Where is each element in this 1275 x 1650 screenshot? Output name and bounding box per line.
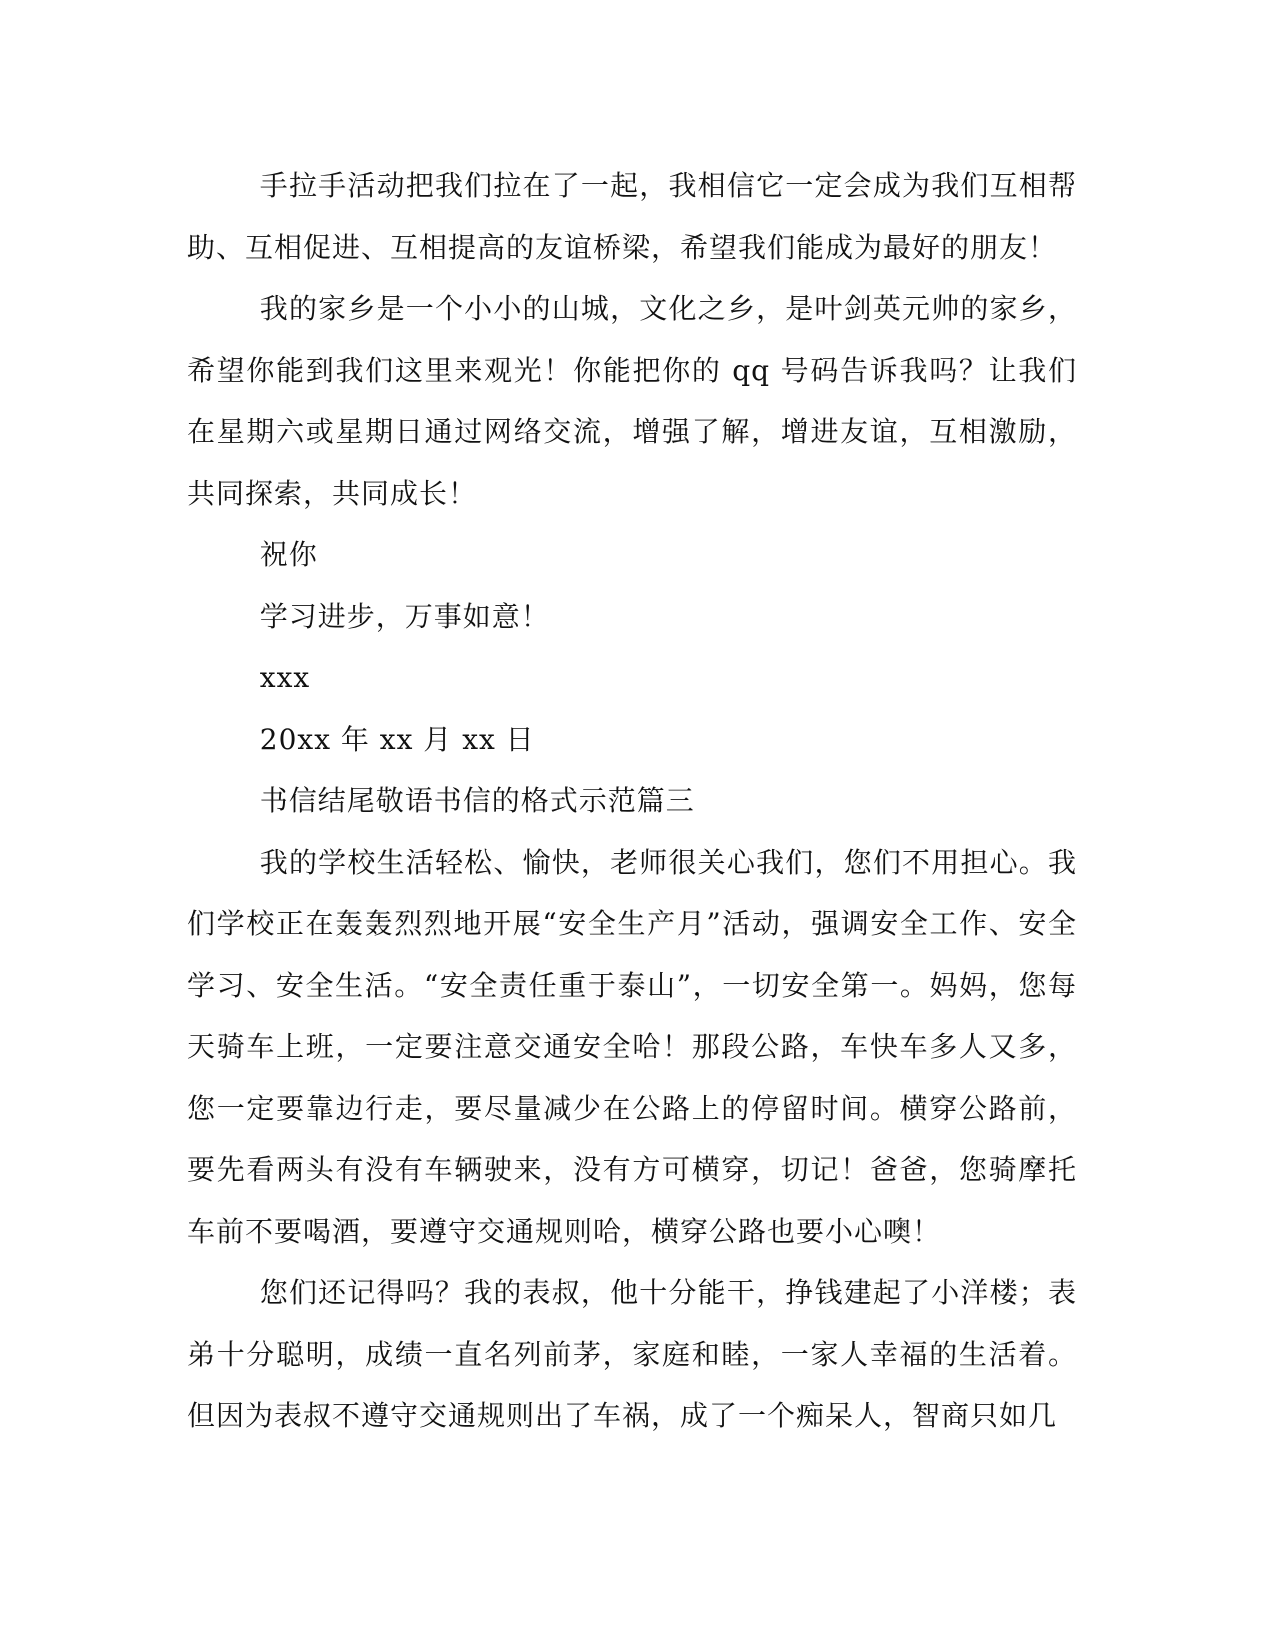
paragraph-uncle-story: 您们还记得吗？我的表叔，他十分能干，挣钱建起了小洋楼；表弟十分聪明，成绩一直名列前茅，家庭和睦，一家人幸福的生活着。但因为表叔不遵守交通规则出了车祸，成了一个痴呆人，智商只如几	[187, 1276, 1077, 1432]
section-heading: 书信结尾敬语书信的格式示范篇三	[259, 784, 695, 817]
paragraph-hometown: 我的家乡是一个小小的山城，文化之乡，是叶剑英元帅的家乡，希望你能到我们这里来观光！你能把你的 qq 号码告诉我吗？让我们在星期六或星期日通过网络交流，增强了解，增进友谊，互相激励，共同探索，共同成长！	[187, 292, 1077, 510]
paragraph-school-safety: 我的学校生活轻松、愉快，老师很关心我们，您们不用担心。我们学校正在轰轰烈烈地开展“安全生产月”活动，强调安全工作、安全学习、安全生活。“安全责任重于泰山”，一切安全第一。妈妈，您每天骑车上班，一定要注意交通安全哈！那段公路，车快车多人又多，您一定要靠边行走，要尽量减少在公路上的停留时间。横穿公路前，要先看两头有没有车辆驶来，没有方可横穿，切记！爸爸，您骑摩托车前不要喝酒，要遵守交通规则哈，横穿公路也要小心噢！	[187, 845, 1077, 1248]
paragraph-signature: xxx	[259, 661, 311, 694]
paragraph-date: 20xx 年 xx 月 xx 日	[259, 722, 535, 756]
paragraph-wish-intro: 祝你	[259, 538, 318, 571]
paragraph-wish: 学习进步，万事如意！	[259, 599, 550, 633]
paragraph-handshake: 手拉手活动把我们拉在了一起，我相信它一定会成为我们互相帮助、互相促进、互相提高的友谊桥梁，希望我们能成为最好的朋友！	[187, 169, 1077, 264]
document-page	[187, 155, 1077, 1447]
